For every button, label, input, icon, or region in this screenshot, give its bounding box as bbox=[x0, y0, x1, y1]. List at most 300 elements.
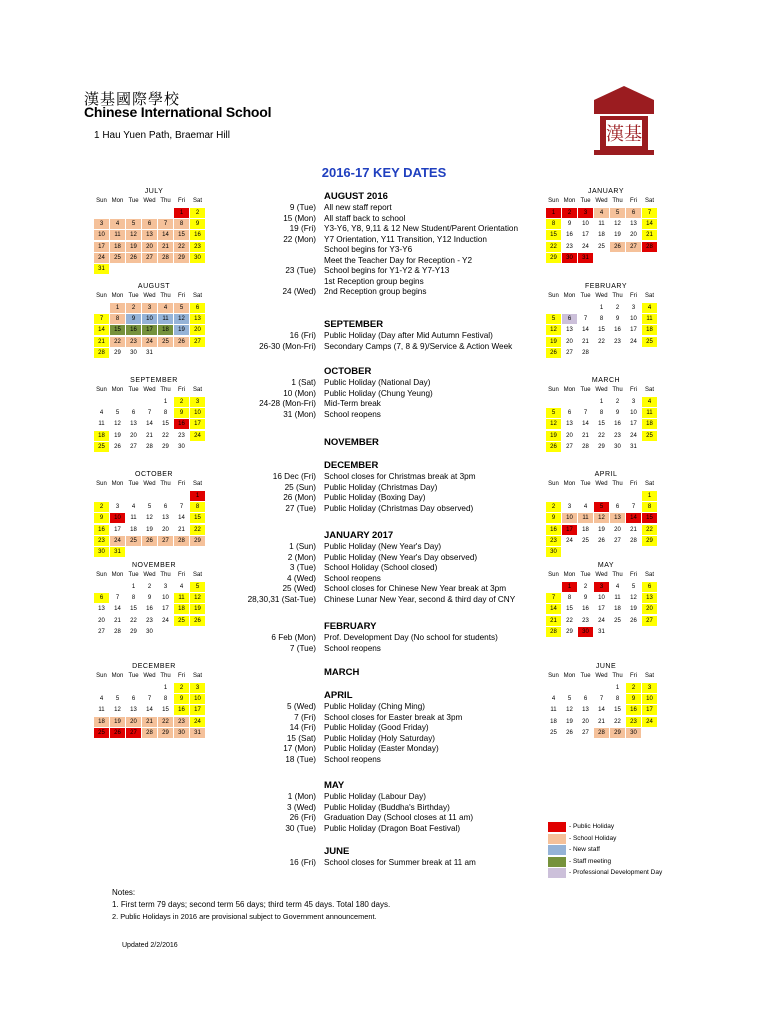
calendar-day: 16 bbox=[626, 705, 641, 715]
calendar-day: 21 bbox=[110, 616, 125, 626]
calendar-day: 6 bbox=[142, 219, 157, 229]
calendar-month-name: MARCH bbox=[591, 377, 621, 384]
calendar-day: 23 bbox=[610, 431, 625, 441]
event-description: Prof. Development Day (No school for students) bbox=[324, 633, 498, 642]
calendar-day: 22 bbox=[594, 431, 609, 441]
calendar-day: 22 bbox=[610, 717, 625, 727]
calendar-day: 28 bbox=[578, 348, 593, 358]
calendar-day: 29 bbox=[642, 536, 657, 546]
event-description: Public Holiday (Dragon Boat Festival) bbox=[324, 823, 461, 833]
calendar-day: 27 bbox=[610, 536, 625, 546]
calendar-day: 22 bbox=[110, 337, 125, 347]
calendar-day: 26 bbox=[546, 442, 561, 452]
legend-label: - New staff bbox=[569, 846, 600, 853]
weekday-header: Sat bbox=[644, 198, 654, 204]
calendar-day: 30 bbox=[562, 253, 577, 263]
calendar-day: 14 bbox=[594, 705, 609, 715]
calendar-day: 30 bbox=[546, 547, 561, 557]
calendar-day: 14 bbox=[142, 705, 157, 715]
event-date: 16 Dec (Fri) bbox=[272, 472, 316, 481]
weekday-header: Thu bbox=[612, 572, 623, 578]
weekday-header: Thu bbox=[612, 387, 623, 393]
weekday-header: Wed bbox=[143, 387, 156, 393]
calendar-month-name: FEBRUARY bbox=[585, 283, 627, 290]
weekday-header: Sat bbox=[192, 198, 202, 204]
weekday-header: Wed bbox=[143, 198, 156, 204]
event-description: Public Holiday (Boxing Day) bbox=[324, 493, 426, 502]
event-date: 15 (Mon) bbox=[283, 213, 316, 223]
calendar-day: 10 bbox=[562, 513, 577, 523]
calendar-day: 26 bbox=[142, 536, 157, 546]
calendar-day: 20 bbox=[126, 717, 141, 727]
event-description: All new staff report bbox=[324, 203, 392, 212]
calendar-day: 12 bbox=[126, 230, 141, 240]
weekday-header: Sun bbox=[96, 293, 107, 299]
weekday-header: Wed bbox=[143, 572, 156, 578]
calendar-day: 4 bbox=[610, 582, 625, 592]
calendar-day: 17 bbox=[642, 705, 657, 715]
event-date: 7 (Fri) bbox=[294, 712, 316, 722]
calendar-day: 3 bbox=[626, 303, 641, 313]
calendar-day: 3 bbox=[594, 582, 609, 592]
calendar-day: 9 bbox=[610, 314, 625, 324]
calendar-day: 18 bbox=[94, 717, 109, 727]
calendar-day: 4 bbox=[94, 408, 109, 418]
calendar-day: 21 bbox=[142, 717, 157, 727]
weekday-header: Mon bbox=[111, 673, 124, 679]
calendar-day: 7 bbox=[594, 694, 609, 704]
weekday-header: Sat bbox=[644, 387, 654, 393]
calendar-day: 3 bbox=[562, 502, 577, 512]
event-date: 27 (Tue) bbox=[285, 503, 316, 513]
calendar-day: 11 bbox=[174, 593, 189, 603]
event-date: 25 (Sun) bbox=[284, 482, 316, 492]
calendar-day: 28 bbox=[578, 442, 593, 452]
weekday-header: Mon bbox=[111, 572, 124, 578]
calendar-day: 22 bbox=[158, 717, 173, 727]
weekday-header: Fri bbox=[630, 387, 637, 393]
weekday-header: Mon bbox=[111, 481, 124, 487]
calendar-day: 16 bbox=[94, 525, 109, 535]
calendar-day: 20 bbox=[578, 717, 593, 727]
calendar-day: 16 bbox=[546, 525, 561, 535]
weekday-header: Thu bbox=[612, 198, 623, 204]
event-description: 1st Reception group begins bbox=[324, 276, 424, 286]
calendar-day: 19 bbox=[110, 431, 125, 441]
calendar-day: 11 bbox=[94, 419, 109, 429]
calendar-day: 4 bbox=[594, 208, 609, 218]
calendar-day: 25 bbox=[546, 728, 561, 738]
weekday-header: Thu bbox=[612, 481, 623, 487]
weekday-header: Wed bbox=[143, 673, 156, 679]
event-date: 17 (Mon) bbox=[283, 744, 316, 753]
calendar-day: 24 bbox=[94, 253, 109, 263]
weekday-header: Mon bbox=[111, 198, 124, 204]
event-description: School reopens bbox=[324, 573, 381, 583]
calendar-day: 18 bbox=[578, 525, 593, 535]
event-date: 1 (Sat) bbox=[291, 378, 316, 387]
calendar-day: 28 bbox=[594, 728, 609, 738]
calendar-day: 7 bbox=[578, 314, 593, 324]
weekday-header: Wed bbox=[595, 198, 608, 204]
calendar-day: 25 bbox=[594, 242, 609, 252]
calendar-day: 18 bbox=[174, 604, 189, 614]
calendar-day: 19 bbox=[546, 431, 561, 441]
event-date: 3 (Wed) bbox=[287, 802, 316, 812]
calendar-day: 19 bbox=[126, 242, 141, 252]
calendar-day: 16 bbox=[174, 705, 189, 715]
calendar-month-name: SEPTEMBER bbox=[130, 377, 178, 384]
calendar-day: 5 bbox=[126, 219, 141, 229]
calendar-day: 1 bbox=[610, 683, 625, 693]
weekday-header: Mon bbox=[563, 293, 576, 299]
legend-label: - School Holiday bbox=[569, 834, 617, 842]
calendar-day: 3 bbox=[190, 683, 205, 693]
calendar-day: 17 bbox=[158, 604, 173, 614]
event-date: 26 (Fri) bbox=[289, 813, 316, 822]
weekday-header: Sat bbox=[644, 293, 654, 299]
calendar-day: 7 bbox=[546, 593, 561, 603]
calendar-day: 2 bbox=[626, 683, 641, 693]
calendar-day: 12 bbox=[190, 593, 205, 603]
calendar-day: 12 bbox=[546, 325, 561, 335]
calendar-day: 8 bbox=[562, 593, 577, 603]
calendar-day: 12 bbox=[142, 513, 157, 523]
calendar-day: 1 bbox=[190, 491, 205, 501]
weekday-header: Mon bbox=[111, 387, 124, 393]
event-description: School Holiday (School closed) bbox=[324, 563, 438, 572]
calendar-month-name: DECEMBER bbox=[132, 663, 176, 670]
calendar-month-name: MAY bbox=[597, 562, 615, 569]
event-description: All staff back to school bbox=[324, 213, 406, 223]
calendar-day: 10 bbox=[94, 230, 109, 240]
calendar-day: 2 bbox=[610, 397, 625, 407]
calendar-day: 24 bbox=[642, 717, 657, 727]
calendar-day: 8 bbox=[190, 502, 205, 512]
calendar-day: 5 bbox=[110, 694, 125, 704]
calendar-day: 2 bbox=[174, 397, 189, 407]
calendar-day: 23 bbox=[546, 536, 561, 546]
weekday-header: Thu bbox=[160, 293, 171, 299]
calendar-day: 1 bbox=[594, 303, 609, 313]
event-month-heading: FEBRUARY bbox=[324, 621, 377, 632]
calendar-day: 30 bbox=[626, 728, 641, 738]
legend-swatch bbox=[548, 822, 566, 832]
calendar-day: 18 bbox=[642, 325, 657, 335]
calendar-day: 16 bbox=[578, 604, 593, 614]
calendar-day: 29 bbox=[546, 253, 561, 263]
weekday-header: Sun bbox=[548, 293, 559, 299]
calendar-day: 15 bbox=[594, 419, 609, 429]
calendar-day: 17 bbox=[626, 325, 641, 335]
calendar-day: 11 bbox=[642, 408, 657, 418]
calendar-day: 26 bbox=[126, 253, 141, 263]
weekday-header: Tue bbox=[128, 198, 139, 204]
calendar-day: 18 bbox=[610, 604, 625, 614]
calendar-day: 13 bbox=[626, 219, 641, 229]
calendar-day: 17 bbox=[578, 230, 593, 240]
calendar-day: 13 bbox=[126, 705, 141, 715]
calendar-day: 20 bbox=[642, 604, 657, 614]
calendar-day: 28 bbox=[158, 253, 173, 263]
calendar-day: 7 bbox=[158, 219, 173, 229]
calendar-day: 17 bbox=[626, 419, 641, 429]
calendar-day: 23 bbox=[94, 536, 109, 546]
weekday-header: Sun bbox=[548, 387, 559, 393]
calendar-day: 3 bbox=[642, 683, 657, 693]
calendar-day: 14 bbox=[626, 513, 641, 523]
calendar-day: 22 bbox=[158, 431, 173, 441]
event-date: 24-28 (Mon-Fri) bbox=[259, 399, 316, 408]
calendar-day: 27 bbox=[94, 627, 109, 637]
weekday-header: Sun bbox=[96, 387, 107, 393]
weekday-header: Fri bbox=[630, 572, 637, 578]
calendar-day: 25 bbox=[578, 536, 593, 546]
calendar-day: 5 bbox=[610, 208, 625, 218]
weekday-header: Tue bbox=[128, 673, 139, 679]
calendar-day: 31 bbox=[142, 348, 157, 358]
calendar-day: 25 bbox=[94, 728, 109, 738]
calendar-day: 28 bbox=[94, 348, 109, 358]
calendar-day: 11 bbox=[126, 513, 141, 523]
calendar-day: 14 bbox=[110, 604, 125, 614]
calendar-day: 22 bbox=[126, 616, 141, 626]
event-month-heading: APRIL bbox=[324, 690, 353, 701]
event-description: Mid-Term break bbox=[324, 399, 381, 408]
calendar-day: 8 bbox=[158, 408, 173, 418]
calendar-day: 5 bbox=[174, 303, 189, 313]
calendar-day: 29 bbox=[174, 253, 189, 263]
calendar-day: 1 bbox=[174, 208, 189, 218]
calendar-day: 25 bbox=[158, 337, 173, 347]
calendar-day: 8 bbox=[110, 314, 125, 324]
calendar-day: 24 bbox=[594, 616, 609, 626]
calendar-day: 22 bbox=[642, 525, 657, 535]
calendar-day: 8 bbox=[642, 502, 657, 512]
school-logo bbox=[592, 84, 656, 156]
calendar-day: 1 bbox=[158, 683, 173, 693]
calendar-day: 30 bbox=[126, 348, 141, 358]
event-date: 1 (Mon) bbox=[287, 792, 316, 801]
calendar-day: 29 bbox=[110, 348, 125, 358]
calendar-day: 31 bbox=[190, 728, 205, 738]
calendar-day: 17 bbox=[94, 242, 109, 252]
calendar-day: 22 bbox=[190, 525, 205, 535]
calendar-day: 8 bbox=[594, 408, 609, 418]
calendar-day: 2 bbox=[142, 582, 157, 592]
calendar-day: 16 bbox=[610, 419, 625, 429]
calendar-day: 23 bbox=[190, 242, 205, 252]
calendar-day: 4 bbox=[126, 502, 141, 512]
calendar-day: 10 bbox=[110, 513, 125, 523]
event-date: 3 (Tue) bbox=[289, 563, 316, 572]
calendar-day: 14 bbox=[94, 325, 109, 335]
calendar-day: 27 bbox=[126, 442, 141, 452]
weekday-header: Thu bbox=[160, 572, 171, 578]
calendar-day: 9 bbox=[174, 694, 189, 704]
calendar-day: 10 bbox=[626, 408, 641, 418]
calendar-day: 26 bbox=[594, 536, 609, 546]
weekday-header: Sun bbox=[96, 198, 107, 204]
calendar-day: 12 bbox=[110, 705, 125, 715]
calendar-day: 4 bbox=[578, 502, 593, 512]
weekday-header: Wed bbox=[143, 481, 156, 487]
calendar-day: 14 bbox=[158, 230, 173, 240]
event-date: 1 (Sun) bbox=[289, 542, 316, 551]
calendar-day: 19 bbox=[594, 525, 609, 535]
calendar-day: 21 bbox=[158, 242, 173, 252]
notes-heading: Notes: bbox=[112, 888, 136, 897]
event-description: School closes for Summer break at 11 am bbox=[324, 858, 476, 867]
weekday-header: Tue bbox=[580, 387, 591, 393]
calendar-day: 21 bbox=[142, 431, 157, 441]
event-description: Public Holiday (Holy Saturday) bbox=[324, 733, 436, 743]
event-date: 4 (Wed) bbox=[287, 573, 316, 583]
calendar-day: 31 bbox=[578, 253, 593, 263]
event-date: 22 (Mon) bbox=[283, 234, 316, 244]
weekday-header: Mon bbox=[563, 387, 576, 393]
calendar-day: 21 bbox=[594, 717, 609, 727]
event-description: Public Holiday (Labour Day) bbox=[324, 792, 426, 801]
calendar-day: 11 bbox=[110, 230, 125, 240]
calendar-day: 11 bbox=[546, 705, 561, 715]
calendar-day: 15 bbox=[190, 513, 205, 523]
calendar-day: 25 bbox=[642, 431, 657, 441]
calendar-day: 9 bbox=[578, 593, 593, 603]
calendar-day: 24 bbox=[626, 431, 641, 441]
calendar-day: 4 bbox=[174, 582, 189, 592]
calendar-day: 5 bbox=[110, 408, 125, 418]
calendar-day: 23 bbox=[610, 337, 625, 347]
calendar-day: 20 bbox=[126, 431, 141, 441]
calendar-day: 4 bbox=[642, 397, 657, 407]
calendar-day: 10 bbox=[190, 408, 205, 418]
calendar-day: 14 bbox=[174, 513, 189, 523]
event-description: School closes for Chinese New Year break at 3pm bbox=[324, 584, 507, 593]
calendar-day: 30 bbox=[610, 442, 625, 452]
weekday-header: Sat bbox=[644, 572, 654, 578]
calendar-day: 16 bbox=[174, 419, 189, 429]
calendar-day: 29 bbox=[610, 728, 625, 738]
calendar-day: 10 bbox=[158, 593, 173, 603]
calendar-day: 29 bbox=[562, 627, 577, 637]
calendar-day: 23 bbox=[562, 242, 577, 252]
event-date: 7 (Tue) bbox=[289, 643, 316, 653]
calendar-day: 4 bbox=[546, 694, 561, 704]
calendar-day: 11 bbox=[578, 513, 593, 523]
calendar-day: 12 bbox=[626, 593, 641, 603]
weekday-header: Wed bbox=[595, 673, 608, 679]
school-name-chinese: 漢基國際學校 bbox=[84, 91, 181, 108]
calendar-day: 15 bbox=[546, 230, 561, 240]
calendar-day: 22 bbox=[562, 616, 577, 626]
calendar-day: 7 bbox=[110, 593, 125, 603]
weekday-header: Thu bbox=[612, 293, 623, 299]
calendar-day: 24 bbox=[626, 337, 641, 347]
calendar-day: 17 bbox=[190, 419, 205, 429]
event-month-heading: JUNE bbox=[324, 846, 350, 857]
calendar-day: 25 bbox=[610, 616, 625, 626]
calendar-day: 26 bbox=[546, 348, 561, 358]
calendar-day: 19 bbox=[190, 604, 205, 614]
calendar-day: 8 bbox=[610, 694, 625, 704]
calendar-day: 6 bbox=[158, 502, 173, 512]
calendar-day: 13 bbox=[562, 419, 577, 429]
calendar-day: 26 bbox=[110, 728, 125, 738]
calendar-day: 3 bbox=[94, 219, 109, 229]
calendar-day: 14 bbox=[546, 604, 561, 614]
calendar-day: 20 bbox=[94, 616, 109, 626]
calendar-day: 9 bbox=[546, 513, 561, 523]
calendar-day: 13 bbox=[190, 314, 205, 324]
event-month-heading: JANUARY 2017 bbox=[324, 530, 394, 541]
calendar-day: 24 bbox=[158, 616, 173, 626]
calendar-day: 19 bbox=[626, 604, 641, 614]
calendar-day: 18 bbox=[594, 230, 609, 240]
calendar-day: 27 bbox=[142, 253, 157, 263]
school-name-english: Chinese International School bbox=[84, 104, 272, 120]
calendar-day: 6 bbox=[626, 208, 641, 218]
calendar-day: 13 bbox=[126, 419, 141, 429]
updated-date: Updated 2/2/2016 bbox=[122, 942, 178, 949]
weekday-header: Sat bbox=[192, 673, 202, 679]
calendar-day: 17 bbox=[190, 705, 205, 715]
calendar-day: 2 bbox=[546, 502, 561, 512]
calendar-day: 15 bbox=[174, 230, 189, 240]
weekday-header: Wed bbox=[595, 481, 608, 487]
calendar-month-name: JULY bbox=[144, 188, 164, 195]
calendar-day: 9 bbox=[174, 408, 189, 418]
weekday-header: Mon bbox=[111, 293, 124, 299]
calendar-day: 16 bbox=[190, 230, 205, 240]
calendar-day: 7 bbox=[174, 502, 189, 512]
legend-label: - Professional Development Day bbox=[569, 869, 663, 876]
weekday-header: Mon bbox=[563, 198, 576, 204]
calendar-day: 27 bbox=[562, 348, 577, 358]
calendar-day: 21 bbox=[546, 616, 561, 626]
calendar-day: 17 bbox=[110, 525, 125, 535]
weekday-header: Sat bbox=[192, 293, 202, 299]
calendar-day: 19 bbox=[142, 525, 157, 535]
event-date: 26 (Mon) bbox=[283, 493, 316, 502]
calendar-day: 15 bbox=[158, 419, 173, 429]
calendar-day: 20 bbox=[626, 230, 641, 240]
calendar-day: 21 bbox=[578, 431, 593, 441]
event-date: 16 (Fri) bbox=[289, 858, 316, 867]
event-date: 23 (Tue) bbox=[285, 266, 316, 275]
calendar-day: 7 bbox=[142, 408, 157, 418]
weekday-header: Tue bbox=[580, 673, 591, 679]
weekday-header: Sun bbox=[96, 572, 107, 578]
calendar-day: 12 bbox=[546, 419, 561, 429]
calendar-day: 19 bbox=[546, 337, 561, 347]
event-date: 18 (Tue) bbox=[285, 754, 316, 764]
calendar-day: 2 bbox=[562, 208, 577, 218]
calendar-day: 25 bbox=[110, 253, 125, 263]
event-date: 28,30,31 (Sat-Tue) bbox=[247, 594, 316, 604]
legend-swatch bbox=[548, 857, 566, 867]
calendar-day: 4 bbox=[158, 303, 173, 313]
calendar-day: 27 bbox=[626, 242, 641, 252]
weekday-header: Thu bbox=[160, 387, 171, 393]
calendar-day: 21 bbox=[626, 525, 641, 535]
event-date: 10 (Mon) bbox=[283, 388, 316, 398]
page-title: 2016-17 KEY DATES bbox=[321, 165, 447, 180]
weekday-header: Fri bbox=[630, 293, 637, 299]
calendar-day: 11 bbox=[642, 314, 657, 324]
event-date: 30 (Tue) bbox=[285, 823, 316, 833]
event-description: Public Holiday (Easter Monday) bbox=[324, 744, 439, 753]
